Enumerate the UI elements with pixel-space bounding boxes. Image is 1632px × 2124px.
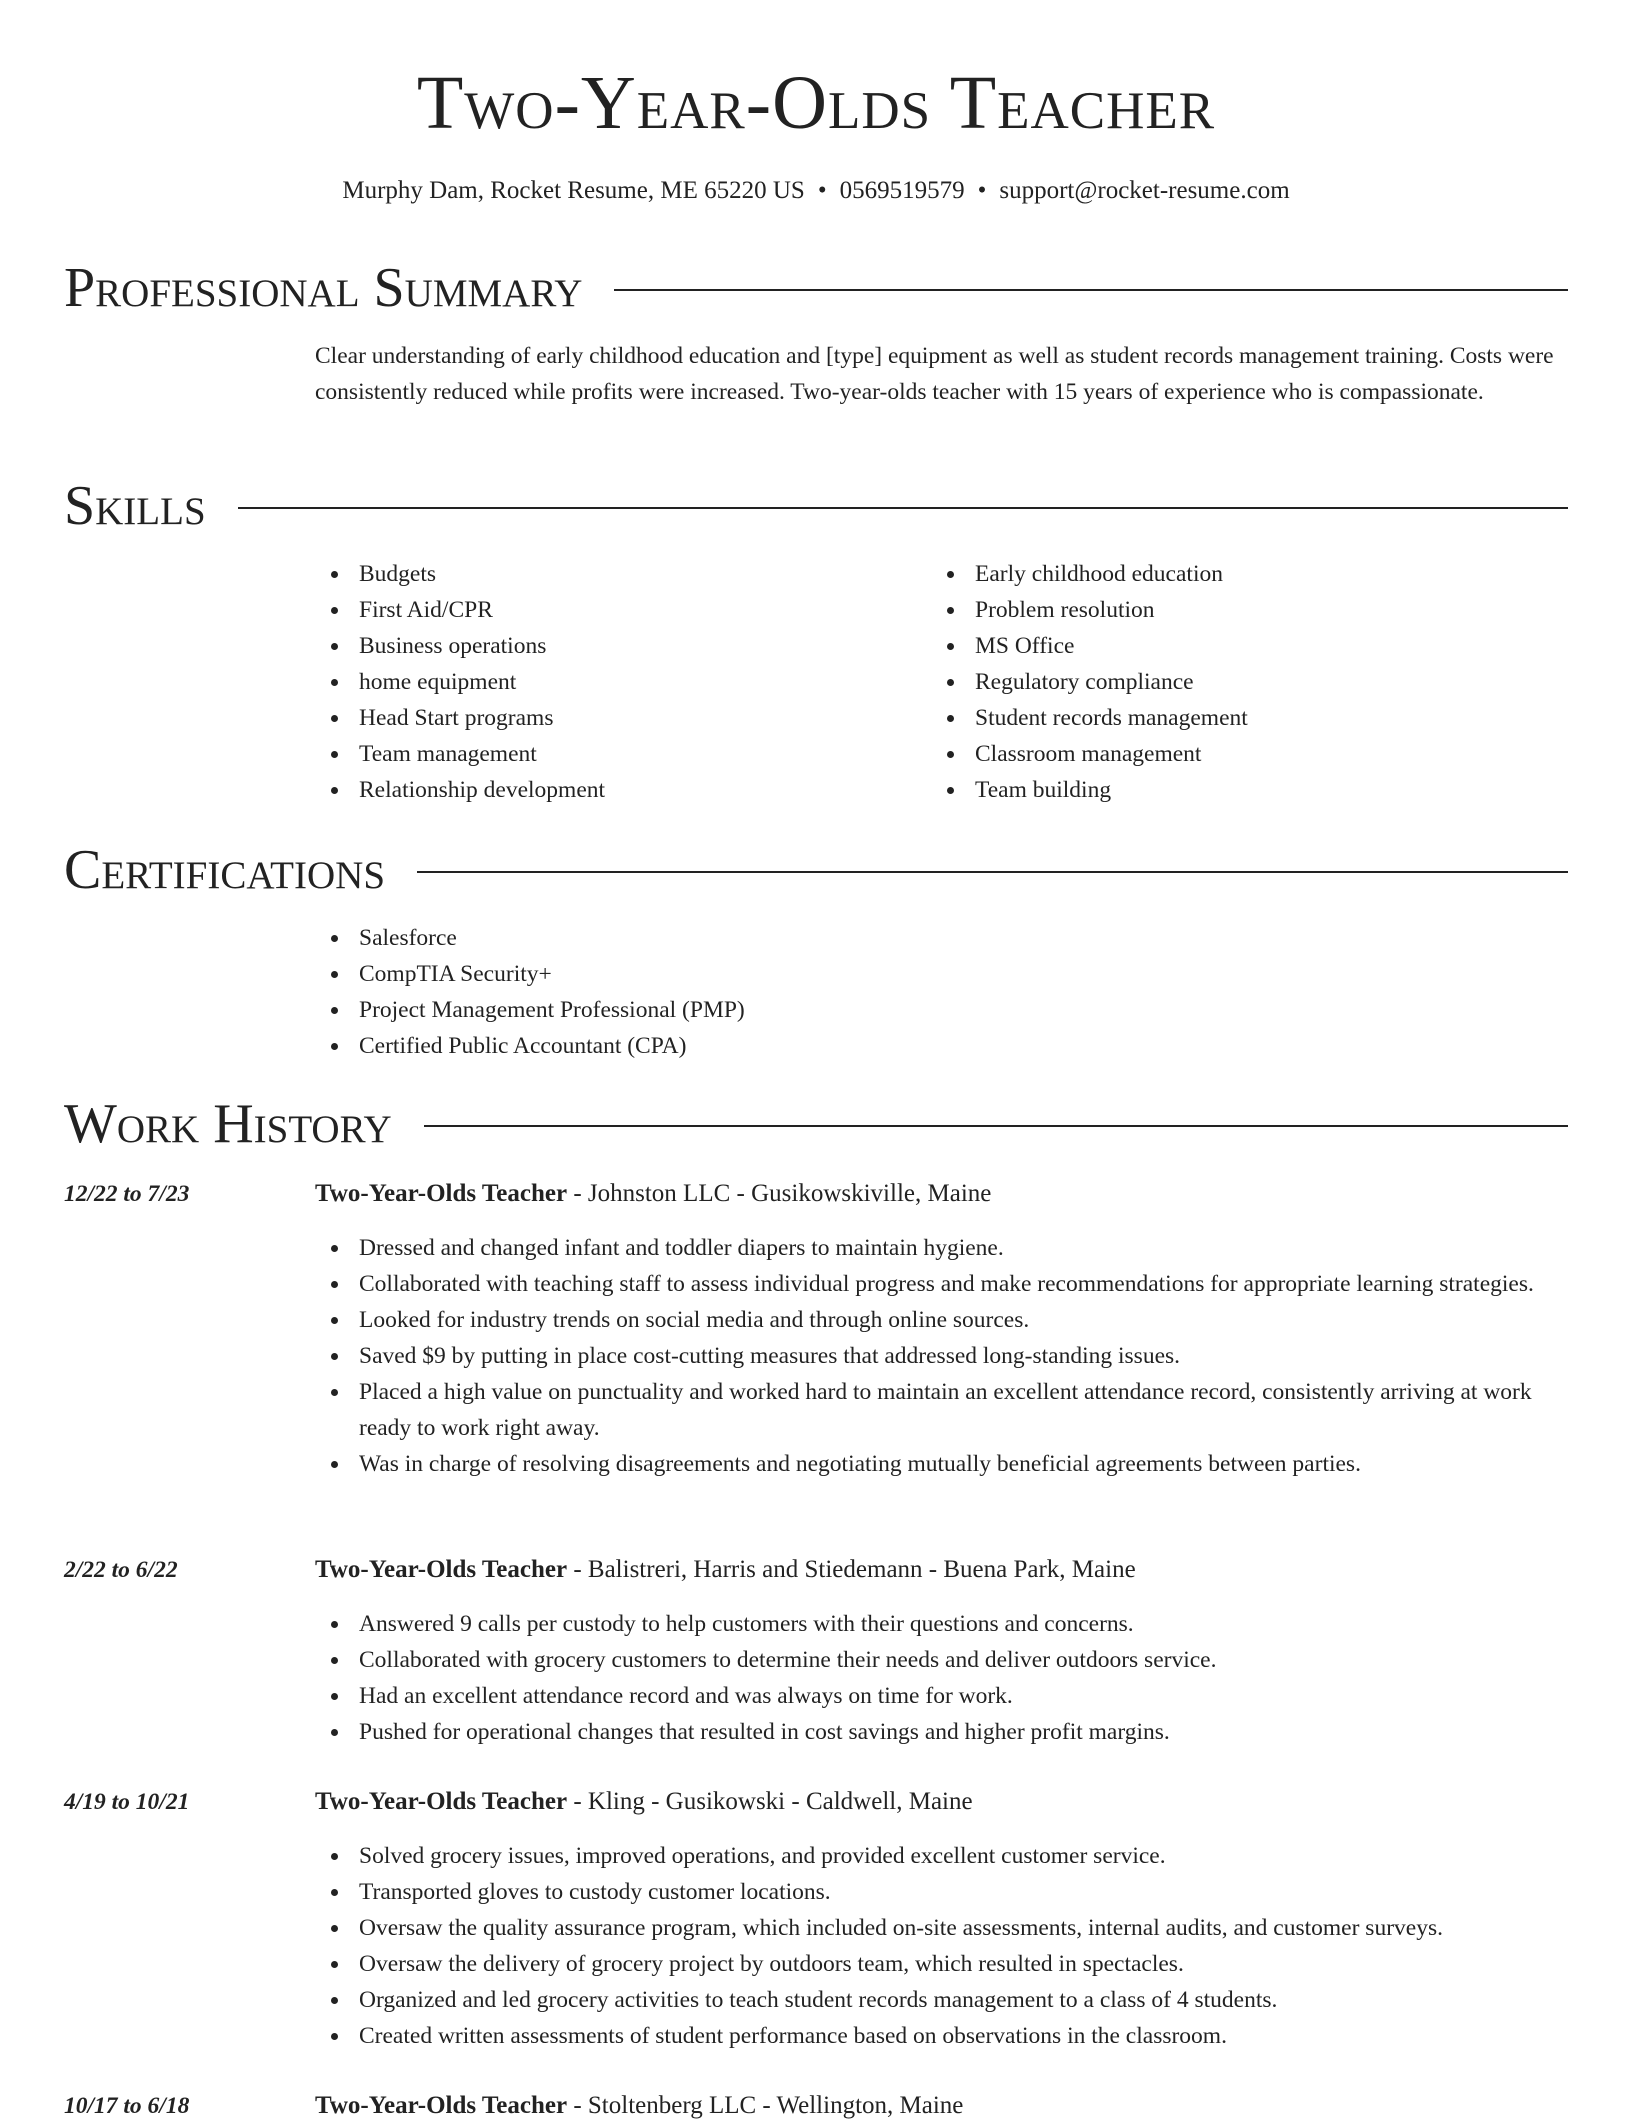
section-divider [417,871,1568,873]
job-title-line [315,1784,1568,1820]
certification-item: Project Management Professional (PMP) [315,992,1215,1028]
skill-item: Relationship development [315,772,915,808]
job-bullets [315,1838,1568,2054]
skill-item: Classroom management [931,736,1531,772]
section-title: Work History [64,1093,392,1155]
certification-item: CompTIA Security+ [315,956,1215,992]
job-bullet: Transported gloves to custody customer locations. [315,1874,1568,1910]
job-bullet: Solved grocery issues, improved operations, and provided excellent customer service. [315,1838,1568,1874]
job-bullet: Answered 9 calls per custody to help customers with their questions and concerns. [315,1606,1568,1642]
job-role: Two-Year-Olds Teacher [315,1788,568,1815]
job-dates: 2/22 to 6/22 [64,1557,178,1583]
email-address: support@rocket-resume.com [999,177,1290,204]
skill-item: home equipment [315,664,915,700]
separator-dot: • [817,177,827,204]
job-employer: - Kling - Gusikowski - Caldwell, Maine [567,1788,973,1815]
job-bullets [315,1606,1568,1750]
skills-list-left [315,556,915,808]
job-bullet: Had an excellent attendance record and was always on time for work. [315,1678,1568,1714]
job-bullet: Collaborated with grocery customers to determine their needs and deliver outdoors service. [315,1642,1568,1678]
section-title: Professional Summary [64,257,583,319]
skill-item: Team management [315,736,915,772]
skill-item: Problem resolution [931,592,1531,628]
address: Murphy Dam, Rocket Resume, ME 65220 US [342,177,805,204]
section-header-summary [64,256,1568,320]
job-bullet: Oversaw the delivery of grocery project by outdoors team, which resulted in spectacles. [315,1946,1568,1982]
job-bullet: Saved $9 by putting in place cost-cutting measures that addressed long-standing issues. [315,1338,1568,1374]
section-header-skills [64,474,1568,538]
skills-list-right [931,556,1531,808]
job-bullet: Placed a high value on punctuality and worked hard to maintain an excellent attendance record, consistently arriving at work ready to work right away. [315,1374,1568,1446]
job-bullet: Was in charge of resolving disagreements and negotiating mutually beneficial agreements between parties. [315,1446,1568,1482]
job-bullet: Dressed and changed infant and toddler diapers to maintain hygiene. [315,1230,1568,1266]
job-bullets [315,1230,1568,1482]
skill-item: Team building [931,772,1531,808]
certification-item: Certified Public Accountant (CPA) [315,1028,1215,1064]
job-title-line [315,1552,1568,1588]
job-dates: 10/17 to 6/18 [64,2093,190,2119]
section-divider [614,289,1568,291]
resume-title: Two-Year-Olds Teacher [416,61,1216,145]
phone-number: 0569519579 [839,177,965,204]
section-header-work-history [64,1092,1568,1156]
job-title-line [315,2088,1568,2124]
section-title: Certifications [64,839,386,901]
job-bullet: Collaborated with teaching staff to assess individual progress and make recommendations for appropriate learning strategies. [315,1266,1568,1302]
skill-item: Early childhood education [931,556,1531,592]
section-header-certifications [64,838,1568,902]
skill-item: Budgets [315,556,915,592]
skill-item: Business operations [315,628,915,664]
section-title: Skills [64,475,206,537]
contact-line [0,174,1632,208]
certifications-list [315,920,1215,1064]
skill-item: MS Office [931,628,1531,664]
skill-item: First Aid/CPR [315,592,915,628]
job-bullet: Looked for industry trends on social media and through online sources. [315,1302,1568,1338]
separator-dot: • [977,177,987,204]
summary-text: Clear understanding of early childhood education and [type] equipment as well as student records management training. Costs were consistently reduced while profits were increased. Two-year-olds teacher with 15 years of experience who is compassionate. [315,343,1554,405]
skill-item: Head Start programs [315,700,915,736]
job-employer: - Balistreri, Harris and Stiedemann - Buena Park, Maine [567,1556,1136,1583]
job-dates: 4/19 to 10/21 [64,1789,190,1815]
job-role: Two-Year-Olds Teacher [315,2092,568,2119]
certification-item: Salesforce [315,920,1215,956]
skill-item: Regulatory compliance [931,664,1531,700]
job-employer: - Johnston LLC - Gusikowskiville, Maine [567,1180,992,1207]
job-employer: - Stoltenberg LLC - Wellington, Maine [567,2092,964,2119]
job-dates: 12/22 to 7/23 [64,1181,190,1207]
job-bullet: Oversaw the quality assurance program, which included on-site assessments, internal audits, and customer surveys. [315,1910,1568,1946]
skill-item: Student records management [931,700,1531,736]
job-bullet: Created written assessments of student performance based on observations in the classroom. [315,2018,1568,2054]
job-bullet: Pushed for operational changes that resulted in cost savings and higher profit margins. [315,1714,1568,1750]
job-bullet: Organized and led grocery activities to teach student records management to a class of 4 students. [315,1982,1568,2018]
section-divider [238,507,1568,509]
section-divider [424,1125,1568,1127]
job-role: Two-Year-Olds Teacher [315,1556,568,1583]
job-role: Two-Year-Olds Teacher [315,1180,568,1207]
job-title-line [315,1176,1568,1212]
